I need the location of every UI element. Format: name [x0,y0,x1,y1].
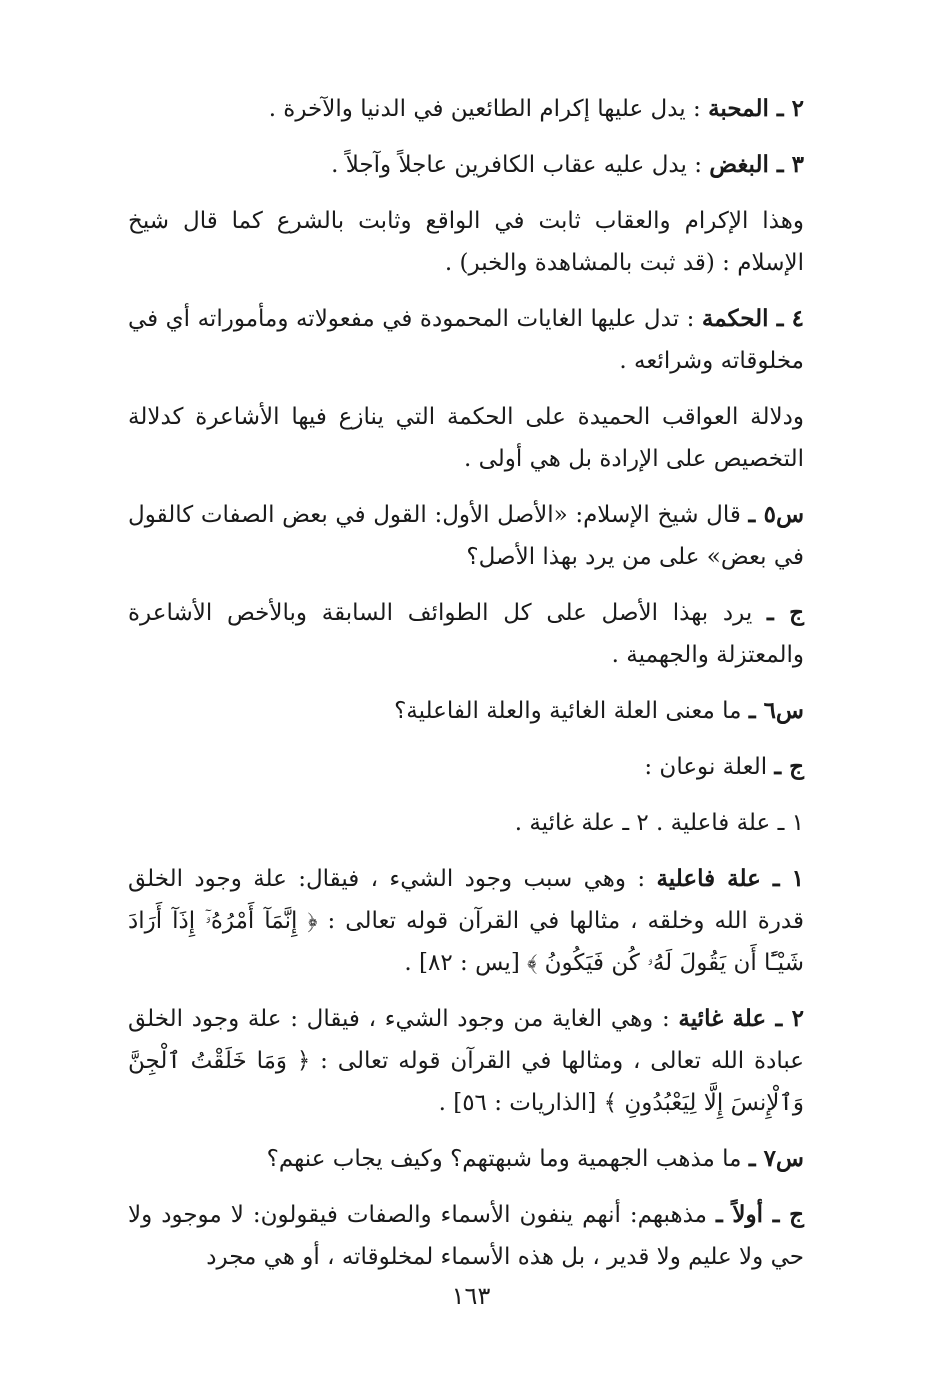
paragraph-text: ودلالة العواقب الحميدة على الحكمة التي ينازع فيها الأشاعرة كدلالة التخصيص على الإرادة بل هي أولى . [128,404,804,472]
paragraph-2 [128,144,832,186]
answer-marker: ج ـ [767,599,805,626]
paragraph-final-cause [128,998,832,1124]
question-number: س٧ ـ [748,1145,804,1172]
paragraph-4 [128,298,832,382]
paragraph-1 [128,88,832,130]
paragraph-5 [128,396,832,480]
question-5 [128,494,832,578]
question-number: س٦ ـ [748,697,804,724]
question-6 [128,690,832,732]
paragraph-lead: ٣ ـ البغض [709,151,804,178]
page-number: ١٦٣ [451,1282,491,1310]
answer-marker: ج ـ [774,753,804,780]
paragraph-text: : وهي سبب وجود الشيء ، فيقال: علة وجود الخلق قدرة الله وخلقه ، مثالها في القرآن قوله تعالى : ﴿ إِنَّمَآ أَمْرُهُۥٓ إِذَآ أَرَادَ شَيْـًٔا أَن يَقُولَ لَهُۥ كُن فَيَكُونُ ﴾ [يس : ٨٢] . [128,866,804,976]
answer-5 [128,592,832,676]
question-7 [128,1138,832,1180]
paragraph-text: : تدل عليها الغايات المحمودة في مفعولاته ومأموراته أي في مخلوقاته وشرائعه . [128,306,804,374]
paragraph-text: : وهي الغاية من وجود الشيء ، فيقال : علة وجود الخلق عبادة الله تعالى ، ومثالها في القرآن قوله تعالى : ﴿ وَمَا خَلَقْتُ ٱلْجِنَّ وَٱلْإِنسَ إِلَّا لِيَعْبُدُونِ ﴾ [الذاريات : ٥٦] . [128,1006,804,1116]
answer-text: مذهبهم: أنهم ينفون الأسماء والصفات فيقولون: لا موجود ولا حي ولا عليم ولا قدير ، بل هذه الأسماء لمخلوقاته ، أو هي مجرد [128,1202,804,1270]
paragraph-text: : يدل عليه عقاب الكافرين عاجلاً وآجلاً . [331,152,702,178]
answer-text: يرد بهذا الأصل على كل الطوائف السابقة وبالأخص الأشاعرة والمعتزلة والجهمية . [128,600,804,668]
question-number: س٥ ـ [748,501,805,528]
page-body [128,88,832,1278]
paragraph-types [128,802,832,844]
answer-marker: ج ـ أولاً ـ [716,1201,804,1228]
paragraph-text: ١ ـ علة فاعلية . ٢ ـ علة غائية . [514,810,804,836]
paragraph-lead: ٢ ـ المحبة [708,95,804,122]
question-text: ما معنى العلة الغائية والعلة الفاعلية؟ [394,698,742,724]
paragraph-text: : يدل عليها إكرام الطائعين في الدنيا والآخرة . [268,96,701,122]
paragraph-efficient-cause [128,858,832,984]
answer-6 [128,746,832,788]
paragraph-lead: ٤ ـ الحكمة [701,305,804,332]
paragraph-lead: ١ ـ علة فاعلية [656,865,804,892]
question-text: قال شيخ الإسلام: «الأصل الأول: القول في بعض الصفات كالقول في بعض» على من يرد بهذا الأصل؟ [128,502,804,570]
paragraph-text: وهذا الإكرام والعقاب ثابت في الواقع وثابت بالشرع كما قال شيخ الإسلام : (قد ثبت بالمشاهدة والخبر) . [128,208,804,276]
paragraph-lead: ٢ ـ علة غائية [678,1005,805,1032]
answer-7 [128,1194,832,1278]
question-text: ما مذهب الجهمية وما شبهتهم؟ وكيف يجاب عنهم؟ [266,1146,742,1172]
paragraph-3 [128,200,832,284]
answer-text: العلة نوعان : [644,754,768,780]
